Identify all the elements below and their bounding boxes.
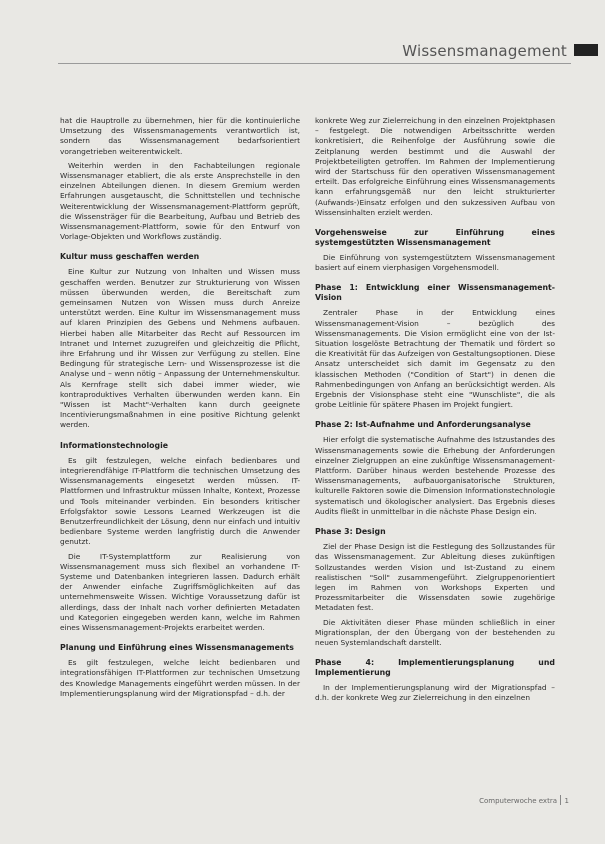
paragraph: konkrete Weg zur Zielerreichung in den einzelnen Projektphasen – festgelegt. Die notwendigen Arbeitsschritte werden konkretisiert, die Reihenfolge der Ausführung sowie die Zeitplanung werden bestimmt und die Auswahl der Projektbeteiligten getroffen. Im Rahmen der Implementierung wird der Startschuss für den operativen Wissensmanagement erteilt. Das erfolgreiche Einführung eines Wissensmanagements kann erfahrungsgemäß nur den leicht strukturierter (Aufwands-)Einsatz erfolgen und den sukzessiven Aufbau von Wissensinhalten erzielt werden.	[315, 116, 555, 217]
paragraph: Die Einführung von systemgestütztem Wissensmanagement basiert auf einem vierphasigen Vorgehensmodell.	[315, 253, 555, 273]
left-column	[60, 116, 300, 703]
paragraph: Die Aktivitäten dieser Phase münden schließlich in einer Migrationsplan, der den Übergang von der bestehenden zu neuen Systemlandschaft darstellt.	[315, 617, 555, 647]
section-heading: Informationstechnologie	[60, 440, 169, 450]
header-marker-block	[574, 44, 598, 56]
paragraph: In der Implementierungsplanung wird der Migrationspfad – d.h. der konkrete Weg zur Zielerreichung in den einzelnen	[315, 683, 555, 703]
section-heading: Phase 2: Ist-Aufnahme und Anforderungsanalyse	[315, 420, 531, 430]
section-heading: Vorgehensweise zur Einführung eines systemgestützten Wissensmanagement	[315, 228, 555, 248]
section-heading: Phase 3: Design	[315, 527, 386, 537]
section-heading: Phase 4: Implementierungsplanung und Implementierung	[315, 658, 555, 678]
right-column	[315, 116, 555, 708]
header-rule	[58, 63, 571, 64]
section-heading: Kultur muss geschaffen werden	[60, 252, 200, 262]
paragraph: Es gilt festzulegen, welche einfach bedienbares und integrierendfähige IT-Plattform die technischen Umsetzung des Wissensmanagements eingesetzt werden müssen. IT-Plattformen und Infrastruktur müssen Inhalte, Kontext, Prozesse und Tools miteinander verbinden. Ein besonders kritischer Erfolgsfaktor sowie Lessons Learned Werkzeugen ist die Benutzerfreundlichkeit der Lösung, denn nur einfach und intuitiv bedienbare Systeme werden langfristig durch die Anwender genutzt.	[60, 455, 300, 547]
page-number: 1	[564, 797, 569, 805]
paragraph: Die IT-Systemplattform zur Realisierung von Wissensmanagement muss sich flexibel an vorhandene IT-Systeme und Datenbanken integrieren lassen. Dadurch erhält der Anwender einfache Zugriffsmöglichkeiten auf das unternehmensweite Wissen. Wichtige Voraussetzung dafür ist allerdings, dass der Inhalt nach vorher definierten Metadaten und Kategorien eingegeben werden kann, welche im Rahmen eines Wissensmanagement-Projekts erarbeitet werden.	[60, 551, 300, 632]
section-heading: Planung und Einführung eines Wissensmanagements	[60, 643, 294, 653]
paragraph: hat die Hauptrolle zu übernehmen, hier für die kontinuierliche Umsetzung des Wissensmanagements verantwortlich ist, sondern das Wissensmanagement bedarfsorientiert vorangetrieben weiterentwickelt.	[60, 116, 300, 156]
paragraph: Zentraler Phase in der Entwicklung eines Wissensmanagement-Vision – bezüglich des Wissensmanagements. Die Vision ermöglicht eine von der Ist-Situation losgelöste Betrachtung der Thematik und fördert so die Kreativität für das Aufzeigen von Gestaltungsoptionen. Diese Ansatz unterscheidet sich damit im Gegensatz zu den klassischen Methoden ("Condition of Start") in denen die Rahmenbedingungen von Anfang an berücksichtigt werden. Als Ergebnis der Visionsphase steht eine "Wunschliste", die als grobe Leitlinie für spätere Phasen im Projekt fungiert.	[315, 308, 556, 410]
paragraph: Eine Kultur zur Nutzung von Inhalten und Wissen muss geschaffen werden. Benutzer zur Strukturierung von Wissen müssen überwunden werden, die Bereitschaft zum gemeinsamen Nutzen von Wissen muss durch Anreize unterstützt werden. Eine Kultur im Wissensmanagement muss auf klaren Prinzipien des Gebens und Nehmens aufbauen. Hierbei haben alle Mitarbeiter das Recht auf Ressourcen im Intranet und Internet zuzugreifen und gleichzeitig die Pflicht, ihre Erfahrung und ihr Wissen zur Verfügung zu stellen. Eine Bedingung für strategische Lern- und Wissensprozesse ist die Analyse und – wenn nötig – Anpassung der Unternehmenskultur. Als Kernfrage stellt sich dabei immer wieder, wie kontraproduktives Verhalten überwunden werden kann. Ein "Wissen ist Macht"-Verhalten kann durch geeignete Incentivierungsmaßnahmen in eine positive Richtung gelenkt werden.	[60, 267, 300, 430]
footer-divider	[560, 795, 561, 805]
paragraph: Hier erfolgt die systematische Aufnahme des Istzustandes des Wissensmanagements sowie die Erhebung der Anforderungen einzelner Zielgruppen an eine zukünftige Wissensmanagement-Plattform. Darüber hinaus werden bestehende Prozesse des Wissensmanagements, aufbauorganisatorische Strukturen, kulturelle Faktoren sowie die Dimension Informationstechnologie systematisch und ökologischer analysiert. Das Ergebnis dieses Audits fließt in unmittelbar in die nächste Phase Design ein.	[315, 435, 555, 516]
paragraph: Es gilt festzulegen, welche leicht bedienbaren und integrationsfähigen IT-Plattformen zur technischen Umsetzung des Knowledge Managements eingeführt werden müssen. In der Implementierungsplanung wird der Migrationspfad – d.h. der	[60, 658, 300, 698]
paragraph: Ziel der Phase Design ist die Festlegung des Sollzustandes für das Wissensmanagement. Zur Ableitung dieses zukünftigen Sollzustandes werden Vision und Ist-Zustand zu einem realistischen "Soll" zusammengeführt. Zielgruppenorientiert legen im Rahmen von Workshops Experten und Prozessmitarbeiter die Wissensdaten sowie zugehörige Metadaten fest.	[315, 542, 555, 613]
paragraph: Weiterhin werden in den Fachabteilungen regionale Wissensmanager etabliert, die als erste Ansprechstelle in den einzelnen Abteilungen dienen. In diesem Gremium werden Erfahrungen ausgetauscht, die Schnittstellen und technische Weiterentwicklung der Wissensmanagement-Plattform geprüft, die Wissensträger für die Bearbeitung, Aufbau und Betrieb des Wissensmanagement-Plattform, sowie für den Entwurf von Vorlage-Objekten und Workflows zuständig.	[60, 160, 300, 242]
running-header-title: Wissensmanagement	[402, 42, 567, 60]
section-heading: Phase 1: Entwicklung einer Wissensmanagement-Vision	[315, 283, 555, 303]
footer-publication: Computerwoche extra	[479, 797, 557, 805]
